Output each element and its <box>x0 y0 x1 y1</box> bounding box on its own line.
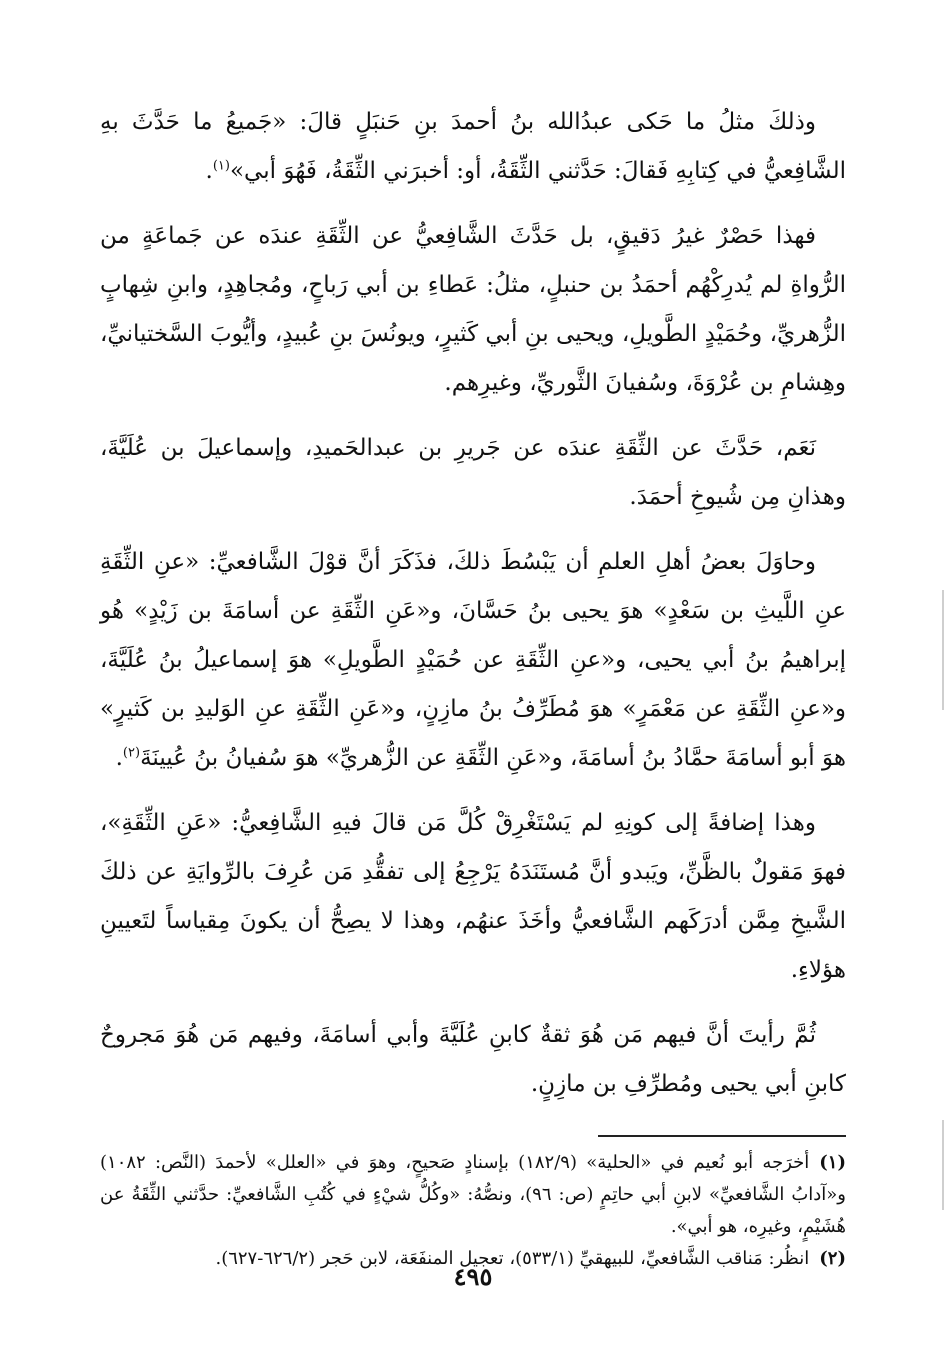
footnote-1 <box>100 1147 846 1243</box>
paragraph-4-end: . <box>115 745 123 771</box>
paragraph-3: نَعَم، حَدَّثَ عن الثِّقَةِ عندَه عن جَريرِ بن عبدالحَميدِ، وإسماعيلَ بن عُلَيَّةَ، وهذانِ مِن شُيوخِ أحمَدَ. <box>100 435 846 510</box>
footnote-separator <box>598 1135 846 1137</box>
page-body <box>100 98 846 1275</box>
footnote-2-number: (٢) <box>819 1248 846 1269</box>
page-number: ٤٩٥ <box>453 1262 493 1291</box>
paragraph-6: ثُمَّ رأيتَ أنَّ فيهم مَن هُوَ ثقةٌ كابنِ عُلَيَّةَ وأبي أسامَةَ، وفيهم مَن هُوَ مَجروحٌ كابنِ أبي يحيى ومُطرِّفِ بن مازِنٍ. <box>100 1022 846 1097</box>
footnote-ref-1[interactable]: (١) <box>212 158 230 174</box>
footnote-ref-2[interactable]: (٢) <box>122 745 141 761</box>
footnote-1-text: أخرَجه أبو نُعيم في «الحلية» (١٨٢/٩) بإسنادٍ صَحيحٍ، وهوَ في «العلل» لأحمدَ (النَّص: ١٠٨٢) و«آدابُ الشَّافعيِّ» لابنِ أبي حاتِمٍ (ص: ٩٦)، ونصُّهُ: «وكُلُّ شيْءٍ في كُتُبِ الشَّافعيِّ: حدَّثني الثِّقَةُ عن هُشَيْمٍ، وغيرِه، هو أبي». <box>100 1152 846 1237</box>
page-edge-mark <box>942 590 944 710</box>
footnote-1-number: (١) <box>819 1152 846 1173</box>
paragraph-2: فهذا حَصْرٌ غيرُ دَقيقٍ، بل حَدَّثَ الشَّافِعيُّ عن الثِّقَةِ عندَه عن جَماعَةٍ من الرُّواةِ لم يُدرِكْهُم أحمَدُ بن حنبلٍ، مثلُ: عَطاءِ بن أبي رَباحٍ، ومُجاهِدٍ، وابنِ شِهابٍ الزُّهريِّ، وحُمَيْدٍ الطَّويلِ، ويحيى بنِ أبي كَثيرٍ، ويونُسَ بنِ عُبيدٍ، وأيُّوبَ السَّختيانيِّ، وهِشامِ بن عُرْوَةَ، وسُفيانَ الثَّوريِّ، وغيرِهم. <box>100 223 846 396</box>
paragraph-4 <box>100 538 846 783</box>
paragraph-1 <box>100 98 846 196</box>
page-edge-mark <box>942 1120 944 1210</box>
footnote-2-text: انظُر: مَناقب الشَّافعيِّ، للبيهقيِّ (٥٣٣/١)، تعجيل المنفَعَة، لابن حَجر (٦٢٦/٢-٦٢٧). <box>215 1248 810 1269</box>
paragraph-1-end: . <box>205 158 213 184</box>
paragraph-1-text: وذلكَ مثلُ ما حَكى عبدُالله بنُ أحمدَ بنِ حَنبَلٍ قالَ: «جَميعُ ما حَدَّثَ بهِ الشَّافِعيُّ في كِتابِهِ فَقالَ: حَدَّثني الثِّقَةُ، أو: أخبرَني الثِّقَةُ، فَهُوَ أبي» <box>100 109 846 184</box>
paragraph-5: وهذا إضافةً إلى كونِهِ لم يَسْتَغْرِقْ كُلَّ مَن قالَ فيهِ الشَّافِعيُّ: «عَنِ الثِّقَةِ»، فهوَ مَقولٌ بالظَّنِّ، ويَبدو أنَّ مُستَنَدَهُ يَرْجِعُ إلى تفقُّدِ مَن عُرِفَ بالرِّوايَةِ عن ذلكَ الشَّيخِ مِمَّن أدرَكَهم الشَّافعيُّ وأخَذَ عنهُم، وهذا لا يصِحُّ أن يكونَ مِقياساً لتَعيينِ هؤلاءِ. <box>100 810 846 983</box>
paragraph-4-text: وحاوَلَ بعضُ أهلِ العلمِ أن يَبْسُطَ ذلكَ، فذَكَرَ أنَّ قوْلَ الشَّافعيِّ: «عنِ الثِّقَةِ عنِ اللَّيثِ بن سَعْدٍ» هوَ يحيى بنُ حَسَّانَ، و«عَنِ الثِّقَةِ عن أسامَةَ بن زَيْدٍ» هُو إبراهيمُ بنُ أبي يحيى، و«عنِ الثِّقَةِ عن حُمَيْدٍ الطَّويلِ» هوَ إسماعيلُ بنُ عُلَيَّةَ، و«عنِ الثِّقَةِ عن مَعْمَرٍ» هوَ مُطَرِّفُ بنُ مازِنٍ، و«عَنِ الثِّقَةِ عنِ الوَليدِ بن كَثيرٍ» هوَ أبو أسامَةَ حمَّادُ بنُ أسامَةَ، و«عَنِ الثِّقَةِ عن الزُّهريِّ» هوَ سُفيانُ بنُ عُيينَةَ <box>100 549 846 771</box>
